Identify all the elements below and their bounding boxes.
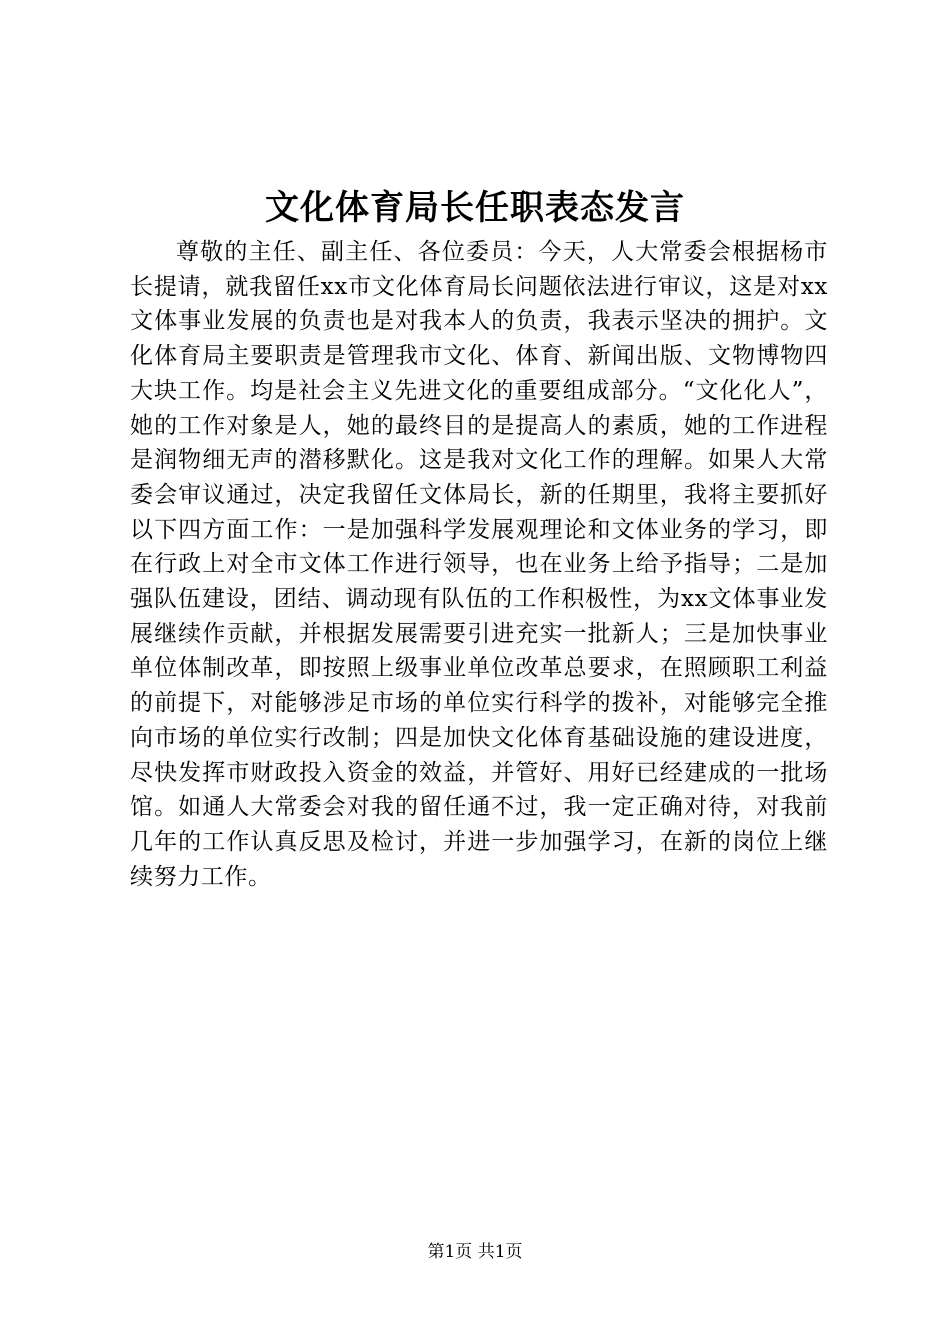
page-number-footer: 第1页 共1页 bbox=[427, 1242, 523, 1262]
document-paragraph: 尊敬的主任、副主任、各位委员：今天，人大常委会根据杨市长提请，就我留任xx市文化体育局长问题依法进行审议，这是对xx文体事业发展的负责也是对我本人的负责，我表示坚决的拥护。文化体育局主要职责是管理我市文化、体育、新闻出版、文物博物四大块工作。均是社会主义先进文化的重要组成部分。“文化化人”，她的工作对象是人，她的最终目的是提高人的素质，她的工作进程是润物细无声的潜移默化。这是我对文化工作的理解。如果人大常委会审议通过，决定我留任文体局长，新的任期里，我将主要抓好以下四方面工作：一是加强科学发展观理论和文体业务的学习，即在行政上对全市文体工作进行领导，也在业务上给予指导；二是加强队伍建设，团结、调动现有队伍的工作积极性，为xx文体事业发展继续作贡献，并根据发展需要引进充实一批新人；三是加快事业单位体制改革，即按照上级事业单位改革总要求，在照顾职工利益的前提下，对能够涉足市场的单位实行科学的拨补，对能够完全推向市场的单位实行改制；四是加快文化体育基础设施的建设进度，尽快发挥市财政投入资金的效益，并管好、用好已经建成的一批场馆。如通人大常委会对我的留任通不过，我一定正确对待，对我前几年的工作认真反思及检讨，并进一步加强学习，在新的岗位上继续努力工作。 bbox=[130, 239, 828, 890]
document-title: 文化体育局长任职表态发言 bbox=[265, 188, 685, 228]
